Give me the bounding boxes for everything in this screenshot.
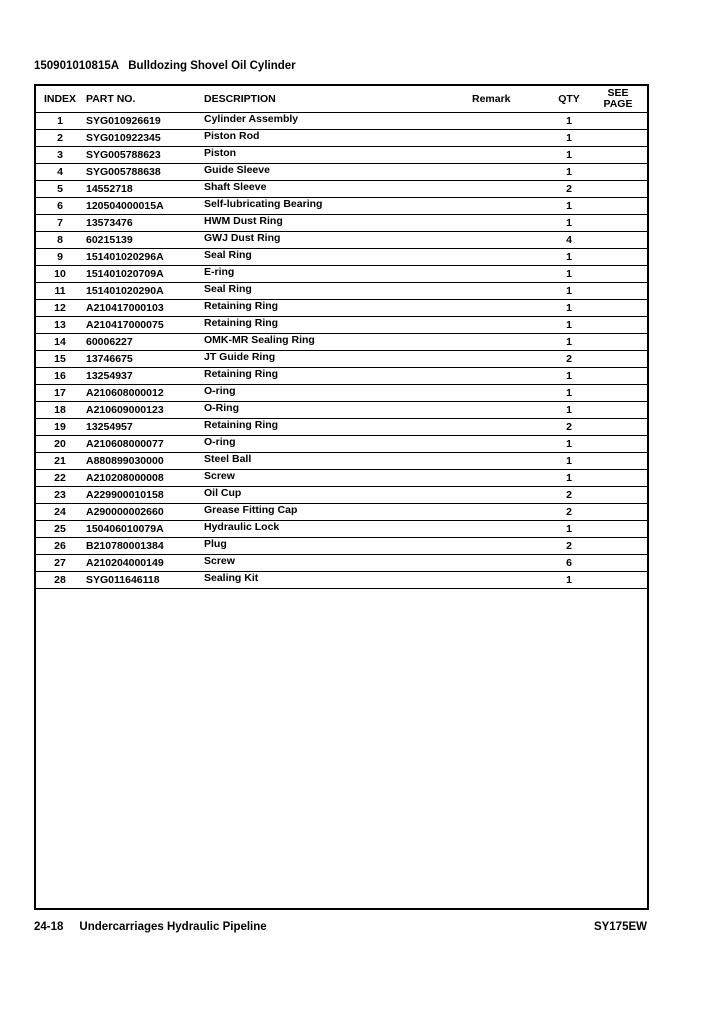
page-number: 24-18 (34, 921, 64, 933)
table-row (36, 300, 649, 317)
cell-see-page (587, 572, 649, 589)
cell-remark (472, 130, 551, 147)
table-header-row (36, 86, 649, 113)
cell-part-no: 120504000015A (84, 198, 204, 215)
cell-see-page (587, 113, 649, 130)
footer-left (34, 921, 267, 933)
cell-part-no: A210609000123 (84, 402, 204, 419)
cell-index: 27 (36, 555, 84, 572)
description-text: Piston (204, 147, 237, 159)
cell-see-page (587, 164, 649, 181)
cell-index: 8 (36, 232, 84, 249)
cell-index: 18 (36, 402, 84, 419)
see-page-line1: SEE (607, 87, 629, 99)
cell-description (204, 555, 472, 572)
cell-qty: 1 (551, 283, 587, 300)
cell-see-page (587, 351, 649, 368)
cell-index: 17 (36, 385, 84, 402)
table-row (36, 538, 649, 555)
cell-part-no: 60006227 (84, 334, 204, 351)
section-title: Undercarriages Hydraulic Pipeline (79, 921, 267, 933)
cell-part-no: SYG010922345 (84, 130, 204, 147)
cell-description (204, 164, 472, 181)
cell-remark (472, 283, 551, 300)
description-text: Retaining Ring (204, 368, 279, 380)
description-text: Grease Fitting Cap (204, 504, 298, 516)
cell-see-page (587, 470, 649, 487)
cell-part-no: A210417000075 (84, 317, 204, 334)
cell-index: 6 (36, 198, 84, 215)
table-row (36, 215, 649, 232)
cell-index: 22 (36, 470, 84, 487)
cell-part-no: A210608000077 (84, 436, 204, 453)
cell-index: 14 (36, 334, 84, 351)
column-header-part-no: PART NO. (84, 86, 204, 113)
cell-description (204, 470, 472, 487)
description-text: E-ring (204, 266, 235, 278)
cell-description (204, 453, 472, 470)
cell-see-page (587, 300, 649, 317)
table-row (36, 113, 649, 130)
table-row (36, 266, 649, 283)
description-text: Screw (204, 470, 235, 482)
table-row (36, 232, 649, 249)
cell-remark (472, 385, 551, 402)
cell-part-no: 150406010079A (84, 521, 204, 538)
column-header-qty: QTY (551, 86, 587, 113)
cell-qty: 1 (551, 453, 587, 470)
cell-part-no: B210780001384 (84, 538, 204, 555)
cell-description (204, 538, 472, 555)
table-row (36, 419, 649, 436)
cell-part-no: A210208000008 (84, 470, 204, 487)
cell-description (204, 249, 472, 266)
cell-remark (472, 504, 551, 521)
column-header-remark: Remark (472, 86, 551, 113)
cell-index: 3 (36, 147, 84, 164)
cell-remark (472, 538, 551, 555)
cell-index: 13 (36, 317, 84, 334)
cell-see-page (587, 402, 649, 419)
cell-qty: 6 (551, 555, 587, 572)
cell-remark (472, 521, 551, 538)
cell-description (204, 334, 472, 351)
cell-index: 23 (36, 487, 84, 504)
document-title (34, 60, 296, 72)
cell-index: 28 (36, 572, 84, 589)
cell-see-page (587, 130, 649, 147)
cell-description (204, 215, 472, 232)
cell-qty: 2 (551, 487, 587, 504)
cell-qty: 1 (551, 164, 587, 181)
cell-description (204, 266, 472, 283)
cell-qty: 1 (551, 470, 587, 487)
cell-qty: 1 (551, 385, 587, 402)
cell-qty: 1 (551, 317, 587, 334)
cell-index: 11 (36, 283, 84, 300)
cell-see-page (587, 419, 649, 436)
description-text: Screw (204, 555, 235, 567)
cell-qty: 1 (551, 147, 587, 164)
cell-see-page (587, 317, 649, 334)
cell-remark (472, 266, 551, 283)
table-row (36, 504, 649, 521)
table-row (36, 334, 649, 351)
cell-see-page (587, 504, 649, 521)
cell-part-no: A229900010158 (84, 487, 204, 504)
cell-qty: 2 (551, 419, 587, 436)
table-row (36, 283, 649, 300)
description-text: Plug (204, 538, 227, 550)
cell-index: 19 (36, 419, 84, 436)
description-text: OMK-MR Sealing Ring (204, 334, 315, 346)
cell-description (204, 419, 472, 436)
cell-qty: 2 (551, 181, 587, 198)
cell-qty: 1 (551, 402, 587, 419)
cell-description (204, 351, 472, 368)
parts-list-frame (34, 84, 649, 910)
cell-qty: 1 (551, 249, 587, 266)
cell-remark (472, 453, 551, 470)
cell-part-no: A210204000149 (84, 555, 204, 572)
cell-remark (472, 351, 551, 368)
column-header-index: INDEX (36, 86, 84, 113)
description-text: Steel Ball (204, 453, 252, 465)
table-row (36, 317, 649, 334)
cell-remark (472, 368, 551, 385)
cell-see-page (587, 555, 649, 572)
cell-remark (472, 113, 551, 130)
table-row (36, 181, 649, 198)
table-row (36, 198, 649, 215)
cell-remark (472, 419, 551, 436)
cell-part-no: 13746675 (84, 351, 204, 368)
cell-remark (472, 232, 551, 249)
cell-description (204, 283, 472, 300)
cell-index: 10 (36, 266, 84, 283)
cell-see-page (587, 436, 649, 453)
description-text: Sealing Kit (204, 572, 259, 584)
cell-part-no: A290000002660 (84, 504, 204, 521)
table-row (36, 470, 649, 487)
cell-description (204, 130, 472, 147)
cell-description (204, 385, 472, 402)
description-text: Self-lubricating Bearing (204, 198, 323, 210)
cell-remark (472, 198, 551, 215)
cell-see-page (587, 283, 649, 300)
cell-description (204, 232, 472, 249)
cell-part-no: 151401020709A (84, 266, 204, 283)
description-text: Guide Sleeve (204, 164, 270, 176)
cell-index: 26 (36, 538, 84, 555)
cell-description (204, 300, 472, 317)
cell-index: 21 (36, 453, 84, 470)
cell-remark (472, 317, 551, 334)
cell-remark (472, 300, 551, 317)
cell-qty: 1 (551, 113, 587, 130)
parts-table (36, 86, 649, 589)
cell-description (204, 436, 472, 453)
description-text: Seal Ring (204, 283, 252, 295)
cell-qty: 1 (551, 300, 587, 317)
table-row (36, 487, 649, 504)
column-header-see-page (587, 86, 649, 113)
cell-description (204, 147, 472, 164)
cell-see-page (587, 232, 649, 249)
cell-index: 9 (36, 249, 84, 266)
cell-qty: 1 (551, 215, 587, 232)
cell-part-no: A880899030000 (84, 453, 204, 470)
description-text: O-Ring (204, 402, 239, 414)
cell-see-page (587, 334, 649, 351)
description-text: O-ring (204, 436, 236, 448)
cell-qty: 1 (551, 572, 587, 589)
table-row (36, 572, 649, 589)
cell-part-no: 151401020290A (84, 283, 204, 300)
cell-index: 2 (36, 130, 84, 147)
table-row (36, 385, 649, 402)
description-text: Seal Ring (204, 249, 252, 261)
description-text: Hydraulic Lock (204, 521, 280, 533)
see-page-line2: PAGE (603, 98, 633, 110)
cell-description (204, 317, 472, 334)
cell-index: 25 (36, 521, 84, 538)
table-row (36, 555, 649, 572)
description-text: Shaft Sleeve (204, 181, 267, 193)
cell-qty: 1 (551, 521, 587, 538)
cell-description (204, 368, 472, 385)
cell-qty: 4 (551, 232, 587, 249)
description-text: Retaining Ring (204, 300, 279, 312)
cell-description (204, 521, 472, 538)
cell-remark (472, 436, 551, 453)
cell-description (204, 198, 472, 215)
cell-remark (472, 181, 551, 198)
description-text: O-ring (204, 385, 236, 397)
description-text: GWJ Dust Ring (204, 232, 281, 244)
cell-index: 12 (36, 300, 84, 317)
cell-part-no: SYG011646118 (84, 572, 204, 589)
model-name: SY175EW (593, 921, 647, 933)
cell-description (204, 572, 472, 589)
cell-qty: 1 (551, 334, 587, 351)
table-row (36, 249, 649, 266)
cell-index: 5 (36, 181, 84, 198)
cell-see-page (587, 385, 649, 402)
cell-qty: 1 (551, 368, 587, 385)
cell-part-no: SYG005788638 (84, 164, 204, 181)
cell-qty: 2 (551, 538, 587, 555)
table-row (36, 368, 649, 385)
cell-part-no: 13254957 (84, 419, 204, 436)
cell-qty: 1 (551, 266, 587, 283)
table-row (36, 402, 649, 419)
cell-see-page (587, 181, 649, 198)
cell-see-page (587, 249, 649, 266)
cell-index: 4 (36, 164, 84, 181)
cell-see-page (587, 198, 649, 215)
cell-qty: 1 (551, 198, 587, 215)
cell-remark (472, 147, 551, 164)
cell-remark (472, 249, 551, 266)
cell-part-no: A210417000103 (84, 300, 204, 317)
cell-qty: 2 (551, 504, 587, 521)
cell-remark (472, 470, 551, 487)
description-text: Retaining Ring (204, 419, 279, 431)
table-row (36, 521, 649, 538)
cell-index: 20 (36, 436, 84, 453)
cell-see-page (587, 538, 649, 555)
cell-part-no: 13573476 (84, 215, 204, 232)
table-row (36, 351, 649, 368)
description-text: Retaining Ring (204, 317, 279, 329)
cell-part-no: 13254937 (84, 368, 204, 385)
description-text: JT Guide Ring (204, 351, 276, 363)
cell-see-page (587, 487, 649, 504)
assembly-part-number: 150901010815A (34, 60, 119, 72)
cell-remark (472, 164, 551, 181)
cell-index: 24 (36, 504, 84, 521)
cell-see-page (587, 147, 649, 164)
cell-description (204, 504, 472, 521)
cell-see-page (587, 215, 649, 232)
cell-remark (472, 572, 551, 589)
cell-index: 16 (36, 368, 84, 385)
cell-index: 7 (36, 215, 84, 232)
table-row (36, 436, 649, 453)
cell-description (204, 113, 472, 130)
cell-part-no: 151401020296A (84, 249, 204, 266)
cell-part-no: SYG005788623 (84, 147, 204, 164)
cell-remark (472, 555, 551, 572)
cell-see-page (587, 453, 649, 470)
parts-table-body (36, 113, 649, 589)
cell-remark (472, 334, 551, 351)
cell-part-no: SYG010926619 (84, 113, 204, 130)
cell-qty: 1 (551, 130, 587, 147)
description-text: Cylinder Assembly (204, 113, 299, 125)
cell-qty: 2 (551, 351, 587, 368)
cell-see-page (587, 266, 649, 283)
cell-remark (472, 215, 551, 232)
column-header-description: DESCRIPTION (204, 86, 472, 113)
table-row (36, 453, 649, 470)
cell-part-no: 60215139 (84, 232, 204, 249)
cell-description (204, 402, 472, 419)
description-text: Piston Rod (204, 130, 260, 142)
assembly-name: Bulldozing Shovel Oil Cylinder (128, 60, 296, 72)
cell-see-page (587, 521, 649, 538)
cell-index: 1 (36, 113, 84, 130)
description-text: Oil Cup (204, 487, 242, 499)
cell-description (204, 487, 472, 504)
cell-index: 15 (36, 351, 84, 368)
cell-part-no: A210608000012 (84, 385, 204, 402)
table-row (36, 147, 649, 164)
cell-see-page (587, 368, 649, 385)
cell-qty: 1 (551, 436, 587, 453)
cell-remark (472, 487, 551, 504)
cell-description (204, 181, 472, 198)
description-text: HWM Dust Ring (204, 215, 283, 227)
table-row (36, 164, 649, 181)
table-row (36, 130, 649, 147)
cell-remark (472, 402, 551, 419)
cell-part-no: 14552718 (84, 181, 204, 198)
